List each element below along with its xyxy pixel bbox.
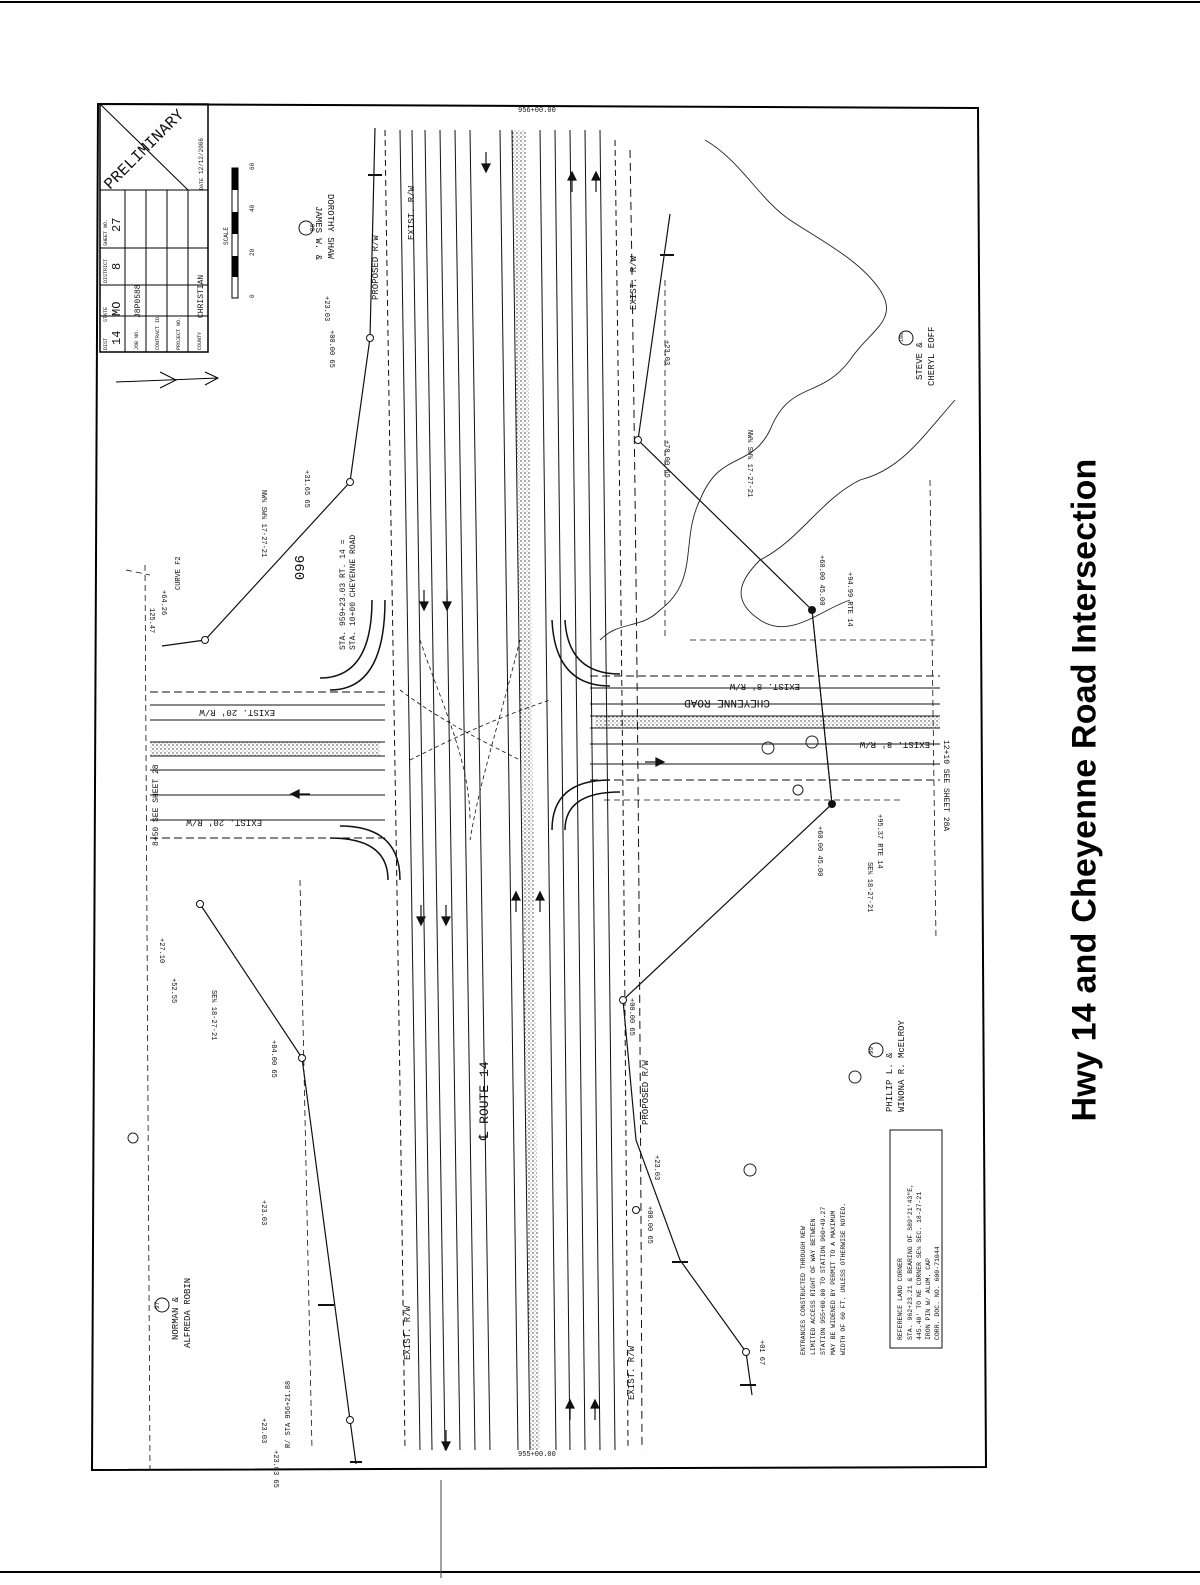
title-date-value: 12/12/2006 <box>198 137 205 174</box>
title-sheet-label: SHEET NO. <box>103 218 109 246</box>
entrance-note-line: ENTRANCES CONSTRUCTED THROUGH NEW <box>800 1226 807 1355</box>
title-county-value: CHRISTIAN <box>197 274 206 318</box>
exist-rw-label-bottom-left: EXIST. R/W <box>403 1305 413 1360</box>
station-callout: +01 67 <box>757 1340 765 1366</box>
see-sheet-28-label: 8+50 SEE SHEET 28 <box>152 764 161 846</box>
section-sw-label: SE¼ 18-27-21 <box>209 990 217 1041</box>
land-corner-note-line: REFERENCE LAND CORNER <box>897 1258 904 1340</box>
title-district-label: DISTRICT <box>103 258 109 283</box>
north-arrow-icon <box>116 372 218 388</box>
entrance-notes <box>800 1203 847 1355</box>
scale-tick-40: 40 <box>249 204 256 212</box>
figure-caption: Hwy 14 and Cheyenne Road Intersection <box>1065 458 1104 1122</box>
entrance-note-line: WIDTH OF 60 FT. UNLESS OTHERWISE NOTED. <box>840 1202 847 1355</box>
section-ne-label: NW¼ SW¼ 17-27-21 <box>259 490 267 558</box>
proposed-rw-label-top: PROPOSED R/W <box>371 235 381 300</box>
station-callout: +23.03 <box>322 296 330 322</box>
exist-8-rw-label-bottom: EXIST. 8' R/W <box>859 739 930 749</box>
land-corner-notes <box>890 1130 942 1348</box>
section-ne2-label: NW¼ SW¼ 17-27-21 <box>745 430 753 498</box>
entrance-note-line: MAY BE WIDENED BY PERMIT TO A MAXIMUM <box>830 1210 837 1355</box>
title-job-label: JOB NO. <box>134 328 140 350</box>
ref-955-label: 955+00.00 <box>518 1451 556 1459</box>
section-line <box>812 610 832 804</box>
scale-bar <box>223 162 256 298</box>
station-callout: +27.10 <box>157 938 165 964</box>
station-callout: +70.00 65 <box>662 440 670 478</box>
owner-97-num: 97 <box>154 1301 161 1309</box>
station-callout: +00.00 65 <box>645 1206 653 1244</box>
title-state-value: MO <box>110 301 124 316</box>
exist-20-rw-label-bottom: EXIST. 20' R/W <box>186 817 262 827</box>
route-14-median <box>512 130 540 1450</box>
station-callout: +00.00 65 <box>327 330 335 368</box>
land-corner-note-line: STA. 962+23.21 & BEARING OF S89°21'43"E, <box>907 1183 914 1340</box>
land-corner-note-line: 445.40' TO NE CORNER SE¼ SEC. 18-27-21 <box>916 1191 923 1340</box>
sheet-960-label: 960 <box>290 555 306 581</box>
route-14-roadway <box>385 130 642 1450</box>
entrance-note-line: STATION 955+00.00 TO STATION 960+49.27 <box>820 1206 827 1355</box>
station-callout: +23.03 65 <box>271 1450 279 1488</box>
station-label: STA. 959+23.03 RT. 14 = <box>339 539 348 650</box>
station-callout: +00.00 65 <box>627 998 635 1036</box>
tree-line <box>600 140 955 640</box>
scale-tick-60: 60 <box>249 162 256 170</box>
cheyenne-median-left <box>150 742 380 756</box>
title-job-value: J8P0588 <box>134 284 143 318</box>
owner-99-name2: WINONA R. McELROY <box>897 1020 907 1112</box>
entrance-note-line: LIMITED ACCESS RIGHT OF WAY BETWEEN <box>810 1218 817 1355</box>
owner-97-name: NORMAN & <box>171 1296 181 1340</box>
see-sheet-28a-label: 12+10 SEE SHEET 28A <box>941 740 950 832</box>
title-date-label: DATE <box>199 177 205 190</box>
station-callout: +31.65 65 <box>302 470 310 508</box>
owner-parcel-100 <box>899 327 937 386</box>
exist-rw-label-top: EXIST. R/W <box>407 185 417 240</box>
title-dist-value: 14 <box>110 330 124 345</box>
land-corner-note-line: CORR. DOC. NO. 600-71044 <box>934 1246 941 1340</box>
owner-parcel-99 <box>868 1020 907 1112</box>
station-callout: +23.03 <box>259 1200 267 1226</box>
station-callout: +23.03 <box>652 1155 660 1181</box>
ref-956-label: 956+00.00 <box>518 107 556 115</box>
scale-label: SCALE <box>223 226 230 245</box>
title-contract-label: CONTRACT ID. <box>155 313 161 350</box>
proposed-rw-label-bottom: PROPOSED R/W <box>641 1060 651 1125</box>
exist-rw-label-right: EXIST. R/W <box>629 255 639 310</box>
route-14-label: ℄ ROUTE 14 <box>477 1061 492 1140</box>
preliminary-stamp: PRELIMINARY <box>100 106 189 194</box>
owner-100-name: STEVE & <box>915 342 925 380</box>
title-sheet-value: 27 <box>110 217 124 232</box>
station-callout: +94.99 RTE 14 <box>845 572 853 627</box>
station-callout: +60.00 45.00 <box>815 826 823 877</box>
station-callout: +64.26 <box>159 590 167 616</box>
row-markers <box>197 335 837 1424</box>
title-dist-label: DIST <box>103 337 109 350</box>
station-callout: +95.37 RTE 14 <box>875 814 883 869</box>
owner-100-num: 100 <box>899 332 905 342</box>
owner-98-name2: DOROTHY SHAW <box>325 194 335 259</box>
station-callout: 125.47 <box>147 608 155 634</box>
title-block <box>100 104 208 352</box>
owner-100-name2: CHERYL EOFF <box>927 326 937 386</box>
owner-99-num: 99 <box>868 1046 875 1054</box>
owner-99-name: PHILIP L. & <box>885 1052 895 1112</box>
owner-parcel-97 <box>154 1278 193 1348</box>
drawing-frame <box>92 104 986 1470</box>
station-callout: +52.55 <box>169 978 177 1004</box>
land-corner-note-line: IRON PIN W/ ALUM. CAP <box>925 1258 932 1340</box>
station-callout: +23.03 <box>259 1418 267 1444</box>
title-county-label: COUNTY <box>197 331 203 350</box>
scale-tick-0: 0 <box>249 294 256 298</box>
exist-20-rw-label-top: EXIST. 20' R/W <box>199 707 275 717</box>
station-callout: +84.00 65 <box>269 1040 277 1078</box>
owner-parcel-98 <box>299 194 335 261</box>
exist-rw-label-bottom-right: EXIST. R/W <box>627 1345 637 1400</box>
station-callout: +60.00 45.00 <box>817 555 825 606</box>
cheyenne-road-label: CHEYENNE ROAD <box>684 696 770 708</box>
cheyenne-median-right <box>595 716 940 728</box>
row-lines <box>162 128 832 1464</box>
curve-data-label: CURVE F2 <box>175 556 183 590</box>
station-left-rw-label: R/ STA 956+21.88 <box>285 1380 293 1448</box>
title-project-label: PROJECT NO. <box>176 316 182 350</box>
owner-98-num: 98 <box>308 224 315 232</box>
station-label-2: STA. 10+00 CHEYENNE ROAD <box>349 534 358 650</box>
title-district-value: 8 <box>110 262 124 270</box>
station-callout: +23.03 <box>662 340 670 366</box>
owner-97-name2: ALFREDA ROBIN <box>183 1277 193 1348</box>
owner-98-name: JAMES W. & <box>313 206 323 261</box>
shrub-icons <box>128 736 861 1176</box>
title-state-label: STATE <box>103 306 109 322</box>
scale-tick-20: 20 <box>249 248 256 256</box>
exist-8-rw-label-top: EXIST. 8' R/W <box>729 681 800 691</box>
section-se-label: SE¼ 18-27-21 <box>865 862 873 913</box>
